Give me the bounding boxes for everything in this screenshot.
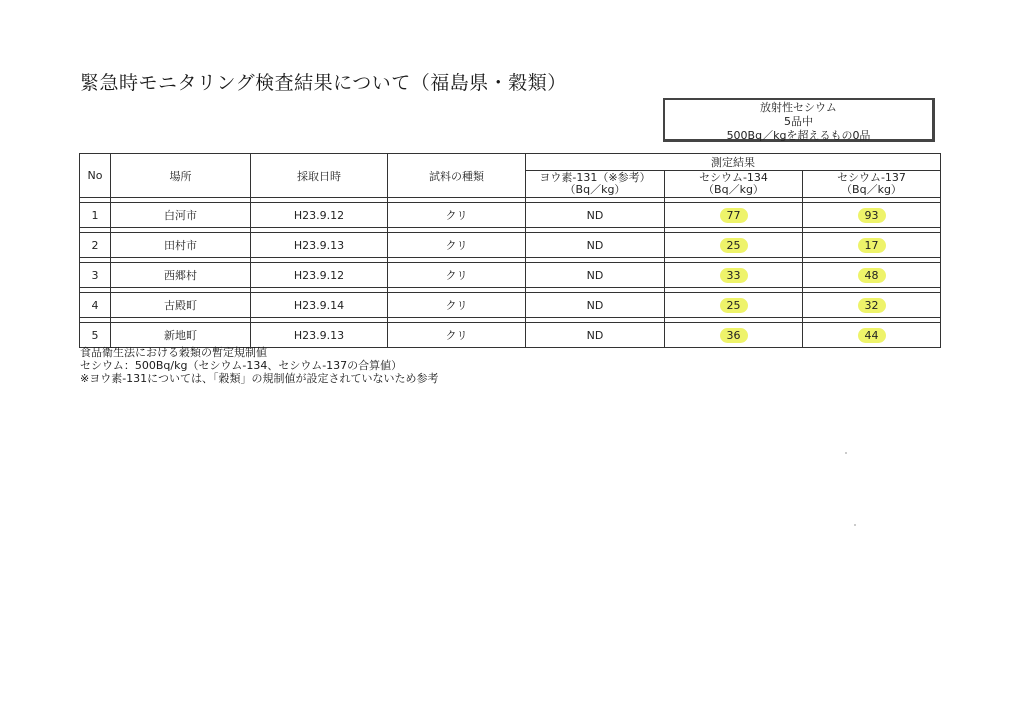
cs134-value: 33 <box>720 268 748 283</box>
cell-iodine: ND <box>526 203 665 228</box>
cell-no: 1 <box>80 203 111 228</box>
header-place: 場所 <box>111 154 251 198</box>
table-row <box>80 233 941 258</box>
cs137-value: 48 <box>858 268 886 283</box>
header-iodine <box>526 171 665 198</box>
cell-type: クリ <box>388 233 526 258</box>
header-cs134-name: セシウム-134 <box>699 171 768 184</box>
cell-date: H23.9.14 <box>251 293 388 318</box>
cell-cs134 <box>665 293 803 318</box>
cs137-value: 44 <box>858 328 886 343</box>
cell-no: 5 <box>80 323 111 348</box>
table-row <box>80 203 941 228</box>
cell-cs137 <box>803 293 941 318</box>
cs134-value: 77 <box>720 208 748 223</box>
summary-line-1: 放射性セシウム <box>760 101 837 114</box>
cs137-value: 93 <box>858 208 886 223</box>
cell-cs134 <box>665 233 803 258</box>
cell-type: クリ <box>388 293 526 318</box>
cell-iodine: ND <box>526 233 665 258</box>
cs134-value: 25 <box>720 238 748 253</box>
cell-place: 田村市 <box>111 233 251 258</box>
cell-type: クリ <box>388 203 526 228</box>
cell-type: クリ <box>388 263 526 288</box>
cell-place: 新地町 <box>111 323 251 348</box>
cell-cs134 <box>665 203 803 228</box>
summary-line-3: 500Bq／kgを超えるもの0品 <box>726 129 871 142</box>
table-row <box>80 323 941 348</box>
note-line-3: ※ヨウ素-131については、「穀類」の規制値が設定されていないため参考 <box>80 372 439 385</box>
header-cs134-unit: （Bq／kg） <box>703 183 764 196</box>
cell-cs137 <box>803 263 941 288</box>
cs137-value: 32 <box>858 298 886 313</box>
cs137-value: 17 <box>858 238 886 253</box>
scan-speck <box>854 524 856 526</box>
cell-iodine: ND <box>526 293 665 318</box>
summary-box <box>663 98 935 142</box>
page-title: 緊急時モニタリング検査結果について（福島県・穀類） <box>80 72 567 94</box>
cell-cs137 <box>803 203 941 228</box>
cell-date: H23.9.13 <box>251 233 388 258</box>
table-row <box>80 293 941 318</box>
cs134-value: 36 <box>720 328 748 343</box>
cell-place: 古殿町 <box>111 293 251 318</box>
cell-date: H23.9.12 <box>251 263 388 288</box>
header-cs137-unit: （Bq／kg） <box>841 183 902 196</box>
summary-line-2: 5品中 <box>784 115 813 128</box>
header-results: 測定結果 <box>526 154 941 171</box>
header-iodine-name: ヨウ素-131（※参考） <box>539 171 651 184</box>
cell-type: クリ <box>388 323 526 348</box>
cell-cs134 <box>665 323 803 348</box>
note-line-1: 食品衛生法における穀類の暫定規制値 <box>80 346 267 359</box>
header-iodine-unit: （Bq／kg） <box>564 183 626 196</box>
cell-cs137 <box>803 323 941 348</box>
header-date: 採取日時 <box>251 154 388 198</box>
header-no: No <box>80 154 111 198</box>
cell-date: H23.9.12 <box>251 203 388 228</box>
cell-place: 白河市 <box>111 203 251 228</box>
header-cs137-name: セシウム-137 <box>837 171 906 184</box>
cell-date: H23.9.13 <box>251 323 388 348</box>
cell-no: 3 <box>80 263 111 288</box>
cell-no: 4 <box>80 293 111 318</box>
cell-iodine: ND <box>526 323 665 348</box>
cell-iodine: ND <box>526 263 665 288</box>
cell-place: 西郷村 <box>111 263 251 288</box>
table-row <box>80 263 941 288</box>
scan-speck <box>845 452 847 454</box>
header-cs134 <box>665 171 803 198</box>
cell-cs134 <box>665 263 803 288</box>
note-line-2: セシウム：500Bq/kg（セシウム-134、セシウム-137の合算値） <box>80 359 403 372</box>
cs134-value: 25 <box>720 298 748 313</box>
cell-cs137 <box>803 233 941 258</box>
header-sample-type: 試料の種類 <box>388 154 526 198</box>
results-table <box>79 153 941 348</box>
cell-no: 2 <box>80 233 111 258</box>
header-cs137 <box>803 171 941 198</box>
regulation-notes <box>80 346 438 385</box>
